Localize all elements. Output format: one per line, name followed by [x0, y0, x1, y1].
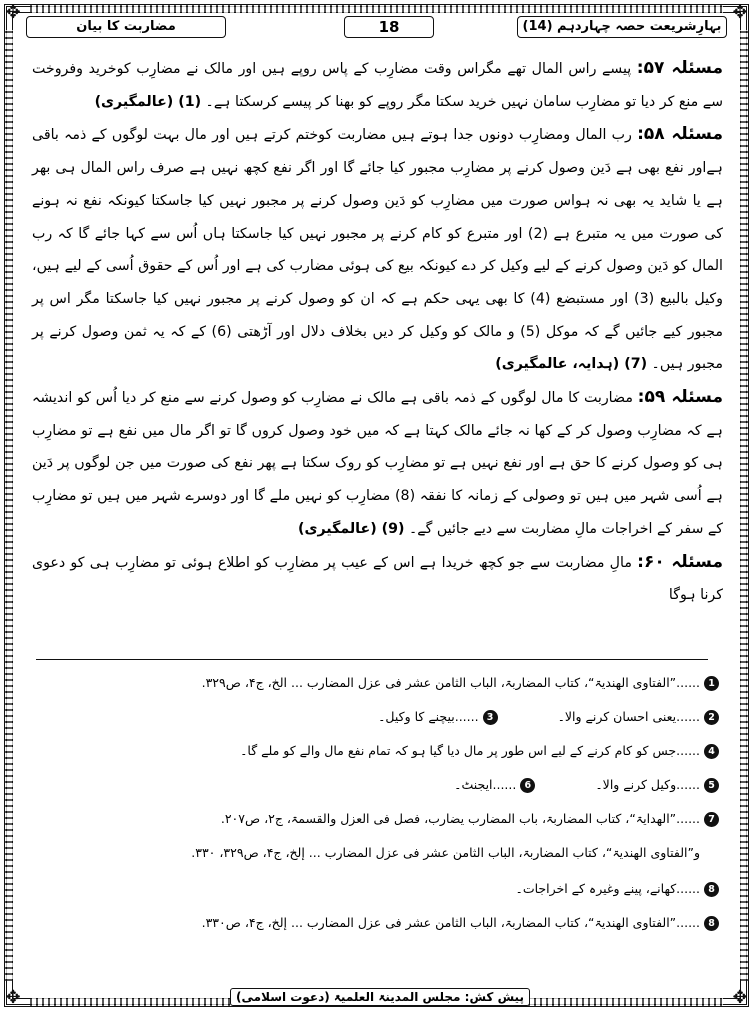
corner-ornament-icon: ✥ [5, 987, 21, 1008]
footnote-number: 4 [704, 744, 719, 759]
masala-reference: (9) (عالمگیری) [297, 520, 405, 537]
left-ornament [5, 30, 13, 981]
masala-reference: (7) (ہدایہ، عالمگیری) [495, 356, 648, 373]
footnote-text: ......وکیل کرنے والا۔ [595, 777, 700, 792]
main-text [32, 52, 723, 612]
masala-label: مسئلہ ۵۸: [637, 124, 723, 145]
masala-text: رب المال ومضارِب دونوں جدا ہوتے ہیں مضاربت کوختم کرتے ہیں اور مال بہت لوگوں کے ذمہ باقی ہےاور نفع بھی ہے دَین وصول کرنے پر مضارِب مجبور کیا جائے گا اور اگر نفع کچھ نہیں ہے صرف راس المال ہی بھر ہے یا شاید یہ بھی نہ ہواس صورت میں مضارِب کو دَین وصول کرنے پر مجبور نہیں کیا جاسکتا کیونکہ نفع نہ ہونے کی صورت میں یہ متبرع ہے (2) اور متبرع کو کام کرنے پر مجبور نہیں کیا جاسکتا ہاں اُس سے کہا جائے گا کہ رب المال کو دَین وصول کرنے کے لیے وکیل کر دے کیونکہ بیع کی ہوئی مضارب کی ہے اور اُس کے حقوق اُسی کے لیے ہیں، وکیل بالبیع (3) اور مستبضع (4) کا بھی یہی حکم ہے کہ ان کو وصول کرنے پر مجبور نہیں کیا جاسکتا مگر اس پر مجبور کیے جائیں گے کہ موکل (5) و مالک کو وکیل کر دیں بخلاف دلال اور آڑھتی (6) کے کہ یہ ثمن وصول کرنے پر مجبور ہیں۔ [32, 127, 724, 373]
corner-ornament-icon: ✥ [5, 2, 21, 23]
footnote-number: 5 [704, 778, 719, 793]
footnote-text: ......یعنی احسان کرنے والا۔ [557, 709, 700, 724]
footnote-item [34, 672, 719, 694]
footnote-text: و”الفتاوی الھندیۃ“، کتاب المضاربۃ، الباب الثامن عشر فی عزل المضارب ... إلخ، ج۴، ص۳۲۹، ۳۳۰. [191, 845, 700, 860]
footnote-text: ......”الھدایۃ“، کتاب المضاربۃ، باب المضارب یضارب، فصل فی العزل والقسمۃ، ج۲، ص۲۰۷. [220, 811, 700, 826]
footnote-number: 1 [704, 676, 719, 691]
footnote-item [34, 740, 719, 762]
footnote-text: ......ایجنٹ۔ [454, 777, 517, 792]
page-number: 18 [344, 16, 434, 38]
masala-reference: (1) (عالمگیری) [94, 93, 202, 110]
footnote-item [34, 774, 719, 796]
footnote-item [34, 878, 719, 900]
masala-60 [32, 546, 723, 612]
masala-label: مسئلہ ۵۷: [636, 58, 723, 78]
page-header [26, 16, 727, 38]
masala-text: پیسے راس المال تھے مگراس وقت مضارِب کے پاس روپے ہیں اور مالک نے مضارِب کوخرید وفروخت سے منع کر دیا تو مضارِب سامان نہیں خرید سکتا مگر روپے کو بھنا کر پیسے کرسکتا ہے۔ [32, 61, 723, 110]
masala-58 [32, 118, 723, 381]
footnote-text: ......”الفتاوی الھندیۃ“، کتاب المضاربۃ، الباب الثامن عشر فی عزل المضارب ... الخ، ج۴، ص۳۲۹. [201, 675, 700, 690]
footnote-item [34, 912, 719, 934]
footnote-divider [36, 659, 708, 660]
footnote-number: 3 [483, 710, 498, 725]
masala-label: مسئلہ ۵۹: [637, 387, 723, 408]
masala-label: مسئلہ ۶۰: [637, 551, 723, 572]
footnote-text: ......”الفتاوی الھندیۃ“، کتاب المضاربۃ، الباب الثامن عشر فی عزل المضارب ... إلخ، ج۴، ص۳۳۰. [201, 915, 700, 930]
masala-text: مضاربت کا مال لوگوں کے ذمہ باقی ہے مالک نے مضارِب کو وصول کرنے سے منع کر دیا اُس کو اندیشہ ہے کہ مضارِب وصول کر کے کھا نہ جائے مالک کہتا ہے کہ میں خود وصول کروں گا تو اگر مال میں نفع ہے تو مضارِب ہی کو وصول کرنے کا حق ہے اور نفع نہیں ہے تو مضارِب کو روک سکتا ہے پھر نفع کی صورت میں جن لوگوں پر دَین ہے اُسی شہر میں ہیں تو وصولی کے زمانہ کا نفقہ (8) مضارِب کو نہیں ملے گا اور دوسرے شہر میں ہیں تو مضارِب کے سفر کے اخراجات مالِ مضاربت سے دیے جائیں گے۔ [32, 390, 723, 537]
footnote-number: 8 [704, 916, 719, 931]
footnote-item [34, 808, 719, 830]
footnote-item [34, 706, 719, 728]
masala-59 [32, 381, 723, 546]
footnote-number: 7 [704, 812, 719, 827]
footnote-text: ......بیچنے کا وکیل۔ [378, 709, 479, 724]
footnote-number: 6 [520, 778, 535, 793]
publisher-footer: پیش کش: مجلس المدینۃ العلمیۃ (دعوت اسلامی) [230, 988, 530, 1006]
masala-text: مالِ مضاربت سے جو کچھ خریدا ہے اس کے عیب پر مضارِب کو اطلاع ہوئی تو مضارِب ہی کو دعوی کرنا ہوگا [32, 554, 723, 604]
footnote-item [34, 842, 719, 864]
masala-57 [32, 52, 723, 118]
corner-ornament-icon: ✥ [732, 987, 748, 1008]
footnote-number: 8 [704, 882, 719, 897]
chapter-title: مضاربت کا بیان [26, 16, 226, 38]
book-title: بہارِشریعت حصہ چہاردہم (14) [517, 16, 727, 38]
top-ornament [30, 5, 723, 13]
right-ornament [740, 30, 748, 981]
corner-ornament-icon: ✥ [732, 2, 748, 23]
footnote-text: ......کھانے، پینے وغیرہ کے اخراجات۔ [515, 881, 700, 896]
footnote-text: ......جس کو کام کرنے کے لیے اس طور پر مال دیا گیا ہو کہ تمام نفع مال والے کو ملے گا۔ [240, 743, 700, 758]
footnote-number: 2 [704, 710, 719, 725]
